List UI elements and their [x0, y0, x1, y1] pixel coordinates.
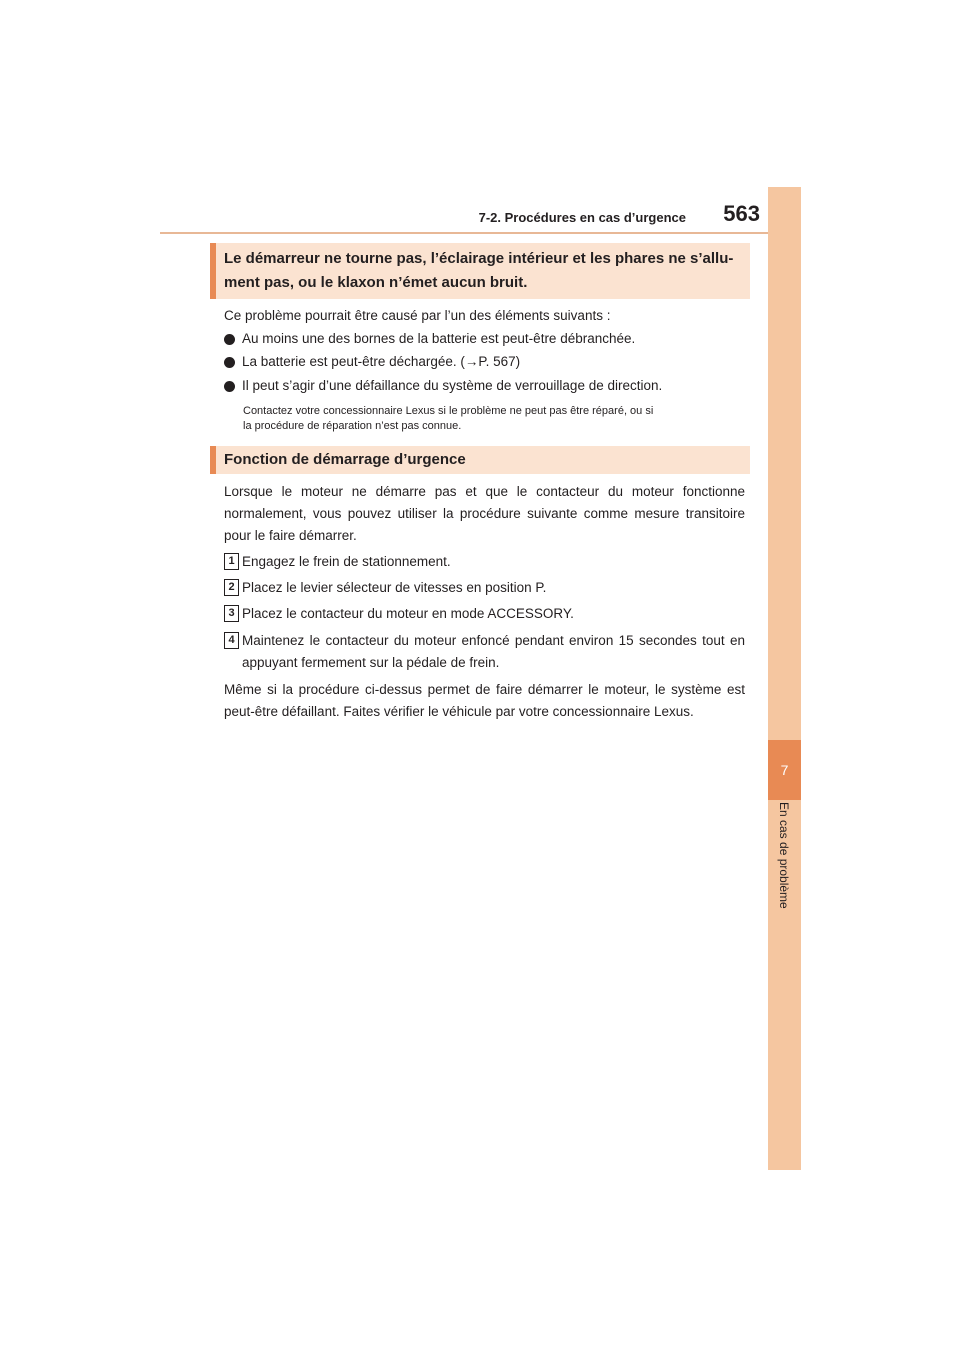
- bullet-text: Il peut s’agir d’une défaillance du système de verrouillage de direction.: [242, 378, 663, 393]
- bullet-dot-icon: [224, 357, 235, 368]
- section-header-emergency-start: [210, 446, 750, 474]
- section2-outro: Même si la procédure ci-dessus permet de faire démarrer le moteur, le système est peut-être défaillant. Faites vérifier le véhicule par votre concessionnaire Lexus.: [224, 682, 745, 719]
- section1-intro: Ce problème pourrait être causé par l’un des éléments suivants :: [224, 308, 611, 323]
- bullet-dot-icon: [224, 334, 235, 345]
- chapter-title-vertical: En cas de problème: [777, 802, 791, 909]
- page-number: 563: [723, 201, 760, 226]
- step-number-badge: 2: [224, 579, 239, 596]
- step-text: Maintenez le contacteur du moteur enfoncé pendant environ 15 secondes tout en appuyant fermement sur la pédale de frein.: [242, 633, 745, 670]
- step-text: Placez le levier sélecteur de vitesses en position P.: [242, 580, 547, 595]
- step-number-badge: 3: [224, 605, 239, 622]
- section-title: Fonction de démarrage d’urgence: [224, 451, 466, 468]
- section1-note: [243, 404, 745, 434]
- note-line2: la procédure de réparation n’est pas connue.: [243, 420, 462, 432]
- section-title-line1: Le démarreur ne tourne pas, l’éclairage intérieur et les phares ne s’allu-: [224, 250, 734, 267]
- section2-intro: Lorsque le moteur ne démarre pas et que le contacteur du moteur fonctionne normalement, vous pouvez utiliser la procédure suivante comme mesure transitoire pour le faire démarrer.: [224, 484, 745, 543]
- step-number-badge: 1: [224, 553, 239, 570]
- bullet-text: La batterie est peut-être déchargée. (→P. 567): [242, 354, 521, 369]
- chapter-number-box: 7: [768, 740, 801, 800]
- running-header-section: 7-2. Procédures en cas d’urgence: [478, 210, 686, 225]
- step-text: Engagez le frein de stationnement.: [242, 554, 451, 569]
- bullet-dot-icon: [224, 381, 235, 392]
- bullet-text: Au moins une des bornes de la batterie est peut-être débranchée.: [242, 331, 636, 346]
- step-number-badge: 4: [224, 632, 239, 649]
- note-line1: Contactez votre concessionnaire Lexus si le problème ne peut pas être réparé, ou si: [243, 405, 654, 417]
- chapter-side-tab: [768, 187, 801, 1170]
- section-title-line2: ment pas, ou le klaxon n’émet aucun bruit.: [224, 274, 528, 291]
- step-text: Placez le contacteur du moteur en mode ACCESSORY.: [242, 606, 574, 621]
- header-divider: [160, 232, 800, 234]
- section-header-starter-issue: [210, 243, 750, 299]
